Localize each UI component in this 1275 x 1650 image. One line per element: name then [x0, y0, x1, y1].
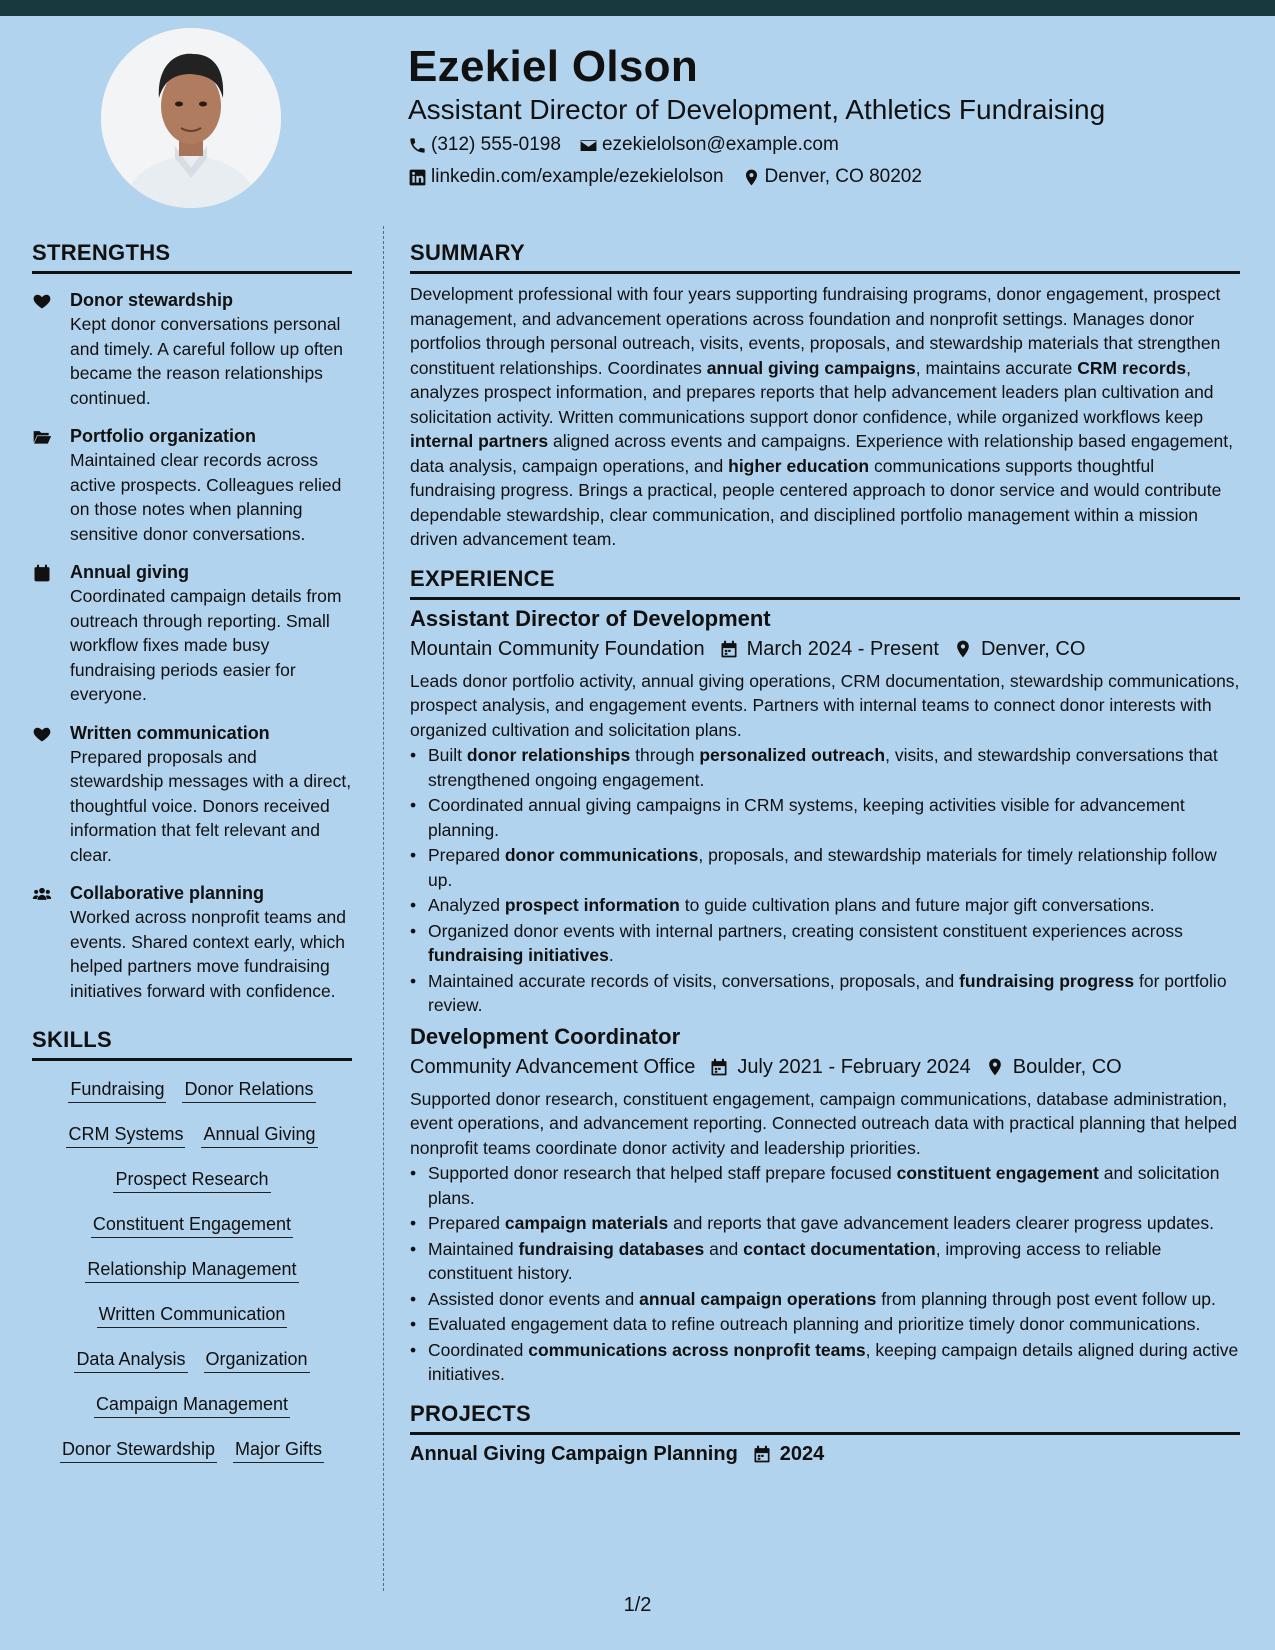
skill-tag: Organization [204, 1343, 310, 1373]
strength-item [32, 288, 352, 410]
skill-tag: CRM Systems [66, 1118, 185, 1148]
bullet-item: • Organized donor events with internal partners, creating consistent constituent experiences across fundraising initiatives. [410, 920, 1183, 965]
skill-row [32, 1388, 352, 1433]
candidate-name: Ezekiel Olson [408, 42, 699, 91]
skill-tag: Campaign Management [94, 1388, 290, 1418]
skill-tag: Prospect Research [113, 1163, 270, 1193]
skill-row [32, 1298, 352, 1343]
job-description: Supported donor research, constituent engagement, campaign communications, database administration, event operations, and advancement reporting. Connected outreach data with practical planning that helped nonprofit teams coordinate donor activity and leadership priorities. [410, 1088, 1237, 1158]
linkedin-text: linkedin.com/example/ezekielolson [431, 166, 724, 187]
skills-heading: SKILLS [32, 1027, 352, 1061]
strength-title: Collaborative planning [70, 883, 265, 903]
job-entry [410, 1024, 1240, 1387]
strength-description: Coordinated campaign details from outreach through reporting. Small workflow fixes made busy fundraising periods easier for everyone. [70, 586, 342, 704]
map-pin-icon [742, 168, 761, 187]
project-entry [410, 1443, 1240, 1466]
project-year: 2024 [779, 1442, 825, 1465]
highlight-text: fundraising initiatives [428, 945, 609, 965]
skill-tag: Relationship Management [85, 1253, 298, 1283]
job-dates: July 2021 - February 2024 [709, 1056, 970, 1079]
skill-tag: Annual Giving [201, 1118, 317, 1148]
contact-row [408, 134, 857, 156]
job-title: Assistant Director of Development [410, 605, 771, 631]
contact-linkedin[interactable] [408, 166, 724, 188]
email-text: ezekielolson@example.com [601, 134, 839, 155]
bullet-item: • Maintained fundraising databases and contact documentation, improving access to reliable constituent history. [410, 1238, 1162, 1283]
page-number: 1/2 [623, 1594, 652, 1616]
job-org: Community Advancement Office [410, 1055, 696, 1078]
summary-text: Development professional with four years supporting fundraising programs, donor engagement, prospect management, and advancement operations across foundation and nonprofit settings. Manages donor portfolios through personal outreach, visits, events, proposals, and stewardship materials that strengthen constituent relationships. Coordinates annual giving campaigns, maintains accurate CRM records, analyzes prospect information, and prepares reports that help advancement leaders plan cultivation and solicitation activity. Written communications support donor confidence, while organized workflows keep internal partners aligned across events and campaigns. Experience with relationship based engagement, data analysis, campaign operations, and higher education communications supports thoughtful fundraising progress. Brings a practical, people centered approach to donor service and would contribute dependable stewardship, clear communication, and disciplined portfolio management within a mission driven advancement team. [410, 284, 1233, 549]
job-meta [410, 638, 1240, 661]
contact-location [742, 166, 922, 188]
bullet-item: • Supported donor research that helped staff prepare focused constituent engagement and solicitation plans. [410, 1163, 1220, 1208]
location-text: Denver, CO 80202 [764, 166, 922, 187]
highlight-text: prospect information [504, 895, 680, 915]
skill-row [32, 1118, 352, 1163]
skill-tag: Major Gifts [233, 1433, 324, 1463]
contact-row-2 [408, 166, 940, 188]
job-location: Denver, CO [953, 638, 1085, 661]
skill-row [32, 1433, 352, 1478]
heart-icon [32, 288, 70, 410]
project-title: Annual Giving Campaign Planning [410, 1442, 738, 1465]
skill-row [32, 1208, 352, 1253]
top-accent-bar [0, 0, 1275, 16]
column-divider [383, 226, 384, 1591]
linkedin-icon [408, 168, 427, 187]
bullet-item: • Coordinated communications across nonprofit teams, keeping campaign details aligned during active initiatives. [410, 1339, 1239, 1384]
bullet-item: • Built donor relationships through personalized outreach, visits, and stewardship conversations that strengthened ongoing engagement. [410, 745, 1218, 790]
skill-tag: Data Analysis [74, 1343, 187, 1373]
highlight-text: fundraising progress [959, 970, 1135, 991]
calendar-icon [752, 1444, 772, 1464]
highlight-text: fundraising databases [518, 1238, 705, 1259]
candidate-title: Assistant Director of Development, Athletics Fundraising [408, 94, 1106, 125]
job-title: Development Coordinator [410, 1023, 681, 1049]
calendar-icon [719, 639, 739, 659]
highlight-text: campaign materials [504, 1213, 669, 1233]
highlight-text: donor communications [504, 845, 699, 865]
strength-item [32, 560, 352, 707]
projects-list [410, 1443, 1240, 1466]
profile-photo [101, 28, 281, 208]
job-org: Mountain Community Foundation [410, 637, 705, 660]
phone-text: (312) 555-0198 [431, 134, 561, 155]
job-bullets [410, 743, 1240, 1018]
experience-list [410, 606, 1240, 1387]
strengths-list [32, 288, 352, 1003]
bullet-item: • Maintained accurate records of visits, conversations, proposals, and fundraising progress for portfolio review. [410, 970, 1227, 1015]
contact-phone[interactable] [408, 134, 561, 156]
strength-title: Annual giving [70, 562, 189, 582]
skill-row [32, 1253, 352, 1298]
skill-row [32, 1163, 352, 1208]
bullet-item: • Assisted donor events and annual campaign operations from planning through post event follow up. [410, 1288, 1216, 1309]
strength-title: Portfolio organization [70, 426, 256, 446]
highlight-text: annual campaign operations [639, 1288, 877, 1309]
highlight-text: donor relationships [466, 745, 631, 765]
strength-description: Worked across nonprofit teams and events. Shared context early, which helped partners move fundraising initiatives forward with confidence. [70, 907, 346, 1001]
skill-tag: Constituent Engagement [91, 1208, 293, 1238]
skill-tag: Donor Stewardship [60, 1433, 217, 1463]
skill-row [32, 1343, 352, 1388]
highlight-text: internal partners [410, 431, 549, 451]
bullet-item: • Evaluated engagement data to refine outreach planning and prioritize timely donor communications. [410, 1314, 1201, 1334]
highlight-text: annual giving campaigns [706, 357, 916, 378]
highlight-text: personalized outreach [699, 745, 886, 765]
right-column [410, 240, 1240, 1466]
envelope-icon [579, 136, 598, 155]
highlight-text: higher education [728, 455, 870, 476]
skill-tag: Fundraising [68, 1073, 166, 1103]
strength-description: Prepared proposals and stewardship messages with a direct, thoughtful voice. Donors received information that felt relevant and clear. [70, 746, 352, 865]
job-entry [410, 606, 1240, 1018]
phone-icon [408, 136, 427, 155]
calendar-icon [32, 560, 70, 707]
highlight-text: communications across nonprofit teams [528, 1339, 866, 1360]
experience-heading: EXPERIENCE [410, 566, 1240, 600]
highlight-text: constituent engagement [896, 1163, 1099, 1183]
skill-tag: Donor Relations [182, 1073, 315, 1103]
strengths-heading: STRENGTHS [32, 240, 352, 274]
map-pin-icon [985, 1057, 1005, 1077]
strength-item [32, 721, 352, 868]
bullet-item: • Analyzed prospect information to guide cultivation plans and future major gift conversations. [410, 895, 1155, 915]
skill-row [32, 1073, 352, 1118]
job-location: Boulder, CO [985, 1056, 1122, 1079]
highlight-text: contact documentation [743, 1238, 936, 1259]
job-dates: March 2024 - Present [719, 638, 939, 661]
users-icon [32, 881, 70, 1003]
strength-item [32, 424, 352, 546]
bullet-item: • Prepared campaign materials and reports that gave advancement leaders clearer progress updates. [410, 1213, 1215, 1233]
bullet-item: • Coordinated annual giving campaigns in CRM systems, keeping activities visible for advancement planning. [410, 795, 1185, 840]
calendar-icon [709, 1057, 729, 1077]
strength-title: Donor stewardship [70, 290, 234, 310]
skill-tag: Written Communication [97, 1298, 288, 1328]
job-meta [410, 1056, 1240, 1079]
strength-description: Maintained clear records across active prospects. Colleagues relied on those notes when planning sensitive donor conversations. [70, 450, 342, 544]
folder-icon [32, 424, 70, 546]
job-bullets [410, 1161, 1240, 1387]
strength-item [32, 881, 352, 1003]
bullet-item: • Prepared donor communications, proposals, and stewardship materials for timely relationship follow up. [410, 845, 1217, 890]
map-pin-icon [953, 639, 973, 659]
strength-description: Kept donor conversations personal and timely. A careful follow up often became the reason relationships continued. [70, 314, 344, 408]
job-description: Leads donor portfolio activity, annual giving operations, CRM documentation, stewardship communications, prospect analysis, and engagement events. Partners with internal teams to connect donor interests with organized cultivation and solicitation plans. [410, 670, 1240, 740]
highlight-text: CRM records [1077, 357, 1187, 378]
heart-icon [32, 721, 70, 868]
projects-heading: PROJECTS [410, 1401, 1240, 1435]
summary-heading: SUMMARY [410, 240, 1240, 274]
contact-email[interactable] [579, 134, 839, 156]
skills-list [32, 1073, 352, 1478]
left-column [32, 240, 352, 1478]
strength-title: Written communication [70, 722, 270, 743]
